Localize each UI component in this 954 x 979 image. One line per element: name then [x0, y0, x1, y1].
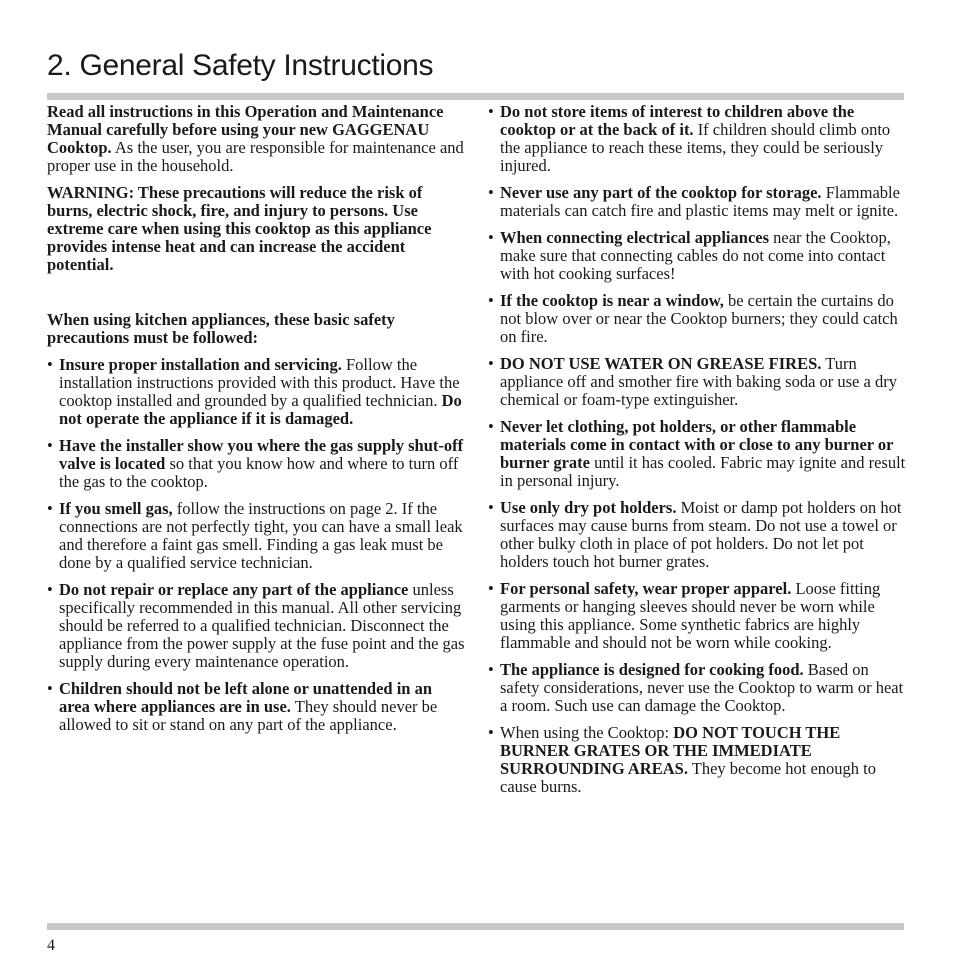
item-bold: Never use any part of the cooktop for storage. [500, 183, 822, 202]
list-item [488, 580, 908, 652]
bullet-icon: • [488, 354, 494, 373]
item-text: If children should climb onto the appliance to reach these items, they could be seriously injured. [500, 120, 891, 175]
intro-text: As the user, you are responsible for maintenance and proper use in the household. [47, 138, 464, 175]
item-bold: Use only dry pot holders. [500, 498, 677, 517]
list-item [47, 437, 465, 491]
bullet-icon: • [488, 291, 494, 310]
item-text: Loose fitting garments or hanging sleeves should never be worn while using this appliance. Some synthetic fabrics are highly flammable and should not be worn while cooking. [500, 579, 881, 652]
item-bold: If you smell gas, [59, 499, 173, 518]
item-text: They should never be allowed to sit or stand on any part of the appliance. [59, 697, 438, 734]
item-bold: Children should not be left alone or unattended in an area where appliances are in use. [59, 679, 433, 716]
list-item [488, 661, 908, 715]
item-text: Follow the installation instructions provided with this product. Have the cooktop installed and grounded by a qualified technician. [59, 355, 460, 410]
list-item [488, 418, 908, 490]
bullet-icon: • [488, 183, 494, 202]
list-item [488, 355, 908, 409]
page-title: 2. General Safety Instructions [47, 49, 434, 82]
list-item [47, 581, 465, 671]
item-text: unless specifically recommended in this manual. All other servicing should be referred to a qualified technician. Disconnect the appliance from the power supply at the fuse point and the gas supply during every maintenance operation. [59, 580, 465, 671]
bullet-icon: • [47, 436, 53, 455]
item-bold-warning: Do not operate the appliance if it is damaged. [59, 391, 462, 428]
header-divider [47, 93, 904, 100]
item-text: Flammable materials can catch fire and plastic items may melt or ignite. [500, 183, 900, 220]
bullet-icon: • [47, 499, 53, 518]
item-text: near the Cooktop, make sure that connecting cables do not come into contact with hot cooking surfaces! [500, 228, 891, 283]
item-bold: DO NOT TOUCH THE BURNER GRATES OR THE IMMEDIATE SURROUNDING AREAS. [500, 723, 841, 778]
warning-text: WARNING: These precautions will reduce the risk of burns, electric shock, fire, and injury to persons. Use extreme care when using this cooktop as this appliance provides intense heat and can increase the accident potential. [47, 183, 432, 274]
intro-bold: Read all instructions in this Operation and Maintenance Manual carefully before using your new GAGGENAU Cooktop. [47, 102, 444, 157]
bullet-icon: • [488, 660, 494, 679]
item-bold: DO NOT USE WATER ON GREASE FIRES. [500, 354, 822, 373]
bullet-icon: • [488, 417, 494, 436]
precautions-heading-text: When using kitchen appliances, these basic safety precautions must be followed: [47, 310, 395, 347]
page-number: 4 [47, 937, 55, 954]
list-item [488, 724, 908, 796]
item-text-end: They become hot enough to cause burns. [500, 759, 876, 796]
left-column [47, 103, 465, 743]
item-bold: If the cooktop is near a window, [500, 291, 724, 310]
bullet-icon: • [488, 579, 494, 598]
bullet-icon: • [47, 580, 53, 599]
list-item [488, 499, 908, 571]
item-text: so that you know how and where to turn off the gas to the cooktop. [59, 454, 459, 491]
item-bold: Have the installer show you where the gas supply shut-off valve is located [59, 436, 464, 473]
bullet-icon: • [488, 498, 494, 517]
list-item [47, 356, 465, 428]
bullet-icon: • [488, 228, 494, 247]
item-text: Based on safety considerations, never use the Cooktop to warm or heat a room. Such use can damage the Cooktop. [500, 660, 904, 715]
bullet-icon: • [488, 723, 494, 742]
item-text: Moist or damp pot holders on hot surfaces may cause burns from steam. Do not use a towel or other bulky cloth in place of pot holders. Do not let pot holders touch hot burner grates. [500, 498, 902, 571]
bullet-icon: • [488, 102, 494, 121]
list-item [488, 103, 908, 175]
intro-paragraph [47, 103, 465, 175]
item-text: until it has cooled. Fabric may ignite and result in personal injury. [500, 453, 906, 490]
list-item [488, 292, 908, 346]
item-bold: The appliance is designed for cooking food. [500, 660, 804, 679]
item-bold: For personal safety, wear proper apparel. [500, 579, 792, 598]
spacer [47, 283, 465, 311]
item-bold: Never let clothing, pot holders, or other flammable materials come in contact with or close to any burner or burner grate [500, 417, 894, 472]
precautions-heading [47, 311, 465, 347]
list-item [47, 680, 465, 734]
warning-paragraph [47, 184, 465, 274]
right-column [488, 103, 908, 805]
item-bold: Do not repair or replace any part of the appliance [59, 580, 409, 599]
bullet-icon: • [47, 355, 53, 374]
item-bold: Insure proper installation and servicing. [59, 355, 342, 374]
list-item [488, 229, 908, 283]
list-item [47, 500, 465, 572]
footer-divider [47, 923, 904, 930]
bullet-icon: • [47, 679, 53, 698]
list-item [488, 184, 908, 220]
item-bold: Do not store items of interest to children above the cooktop or at the back of it. [500, 102, 855, 139]
item-bold: When connecting electrical appliances [500, 228, 770, 247]
item-text: When using the Cooktop: [500, 723, 674, 742]
item-text: Turn appliance off and smother fire with baking soda or use a dry chemical or foam-type extinguisher. [500, 354, 897, 409]
item-text: be certain the curtains do not blow over or near the Cooktop burners; they could catch on fire. [500, 291, 898, 346]
item-text: follow the instructions on page 2. If the connections are not perfectly tight, you can have a small leak and therefore a faint gas smell. Finding a gas leak must be done by a qualified service technician. [59, 499, 463, 572]
